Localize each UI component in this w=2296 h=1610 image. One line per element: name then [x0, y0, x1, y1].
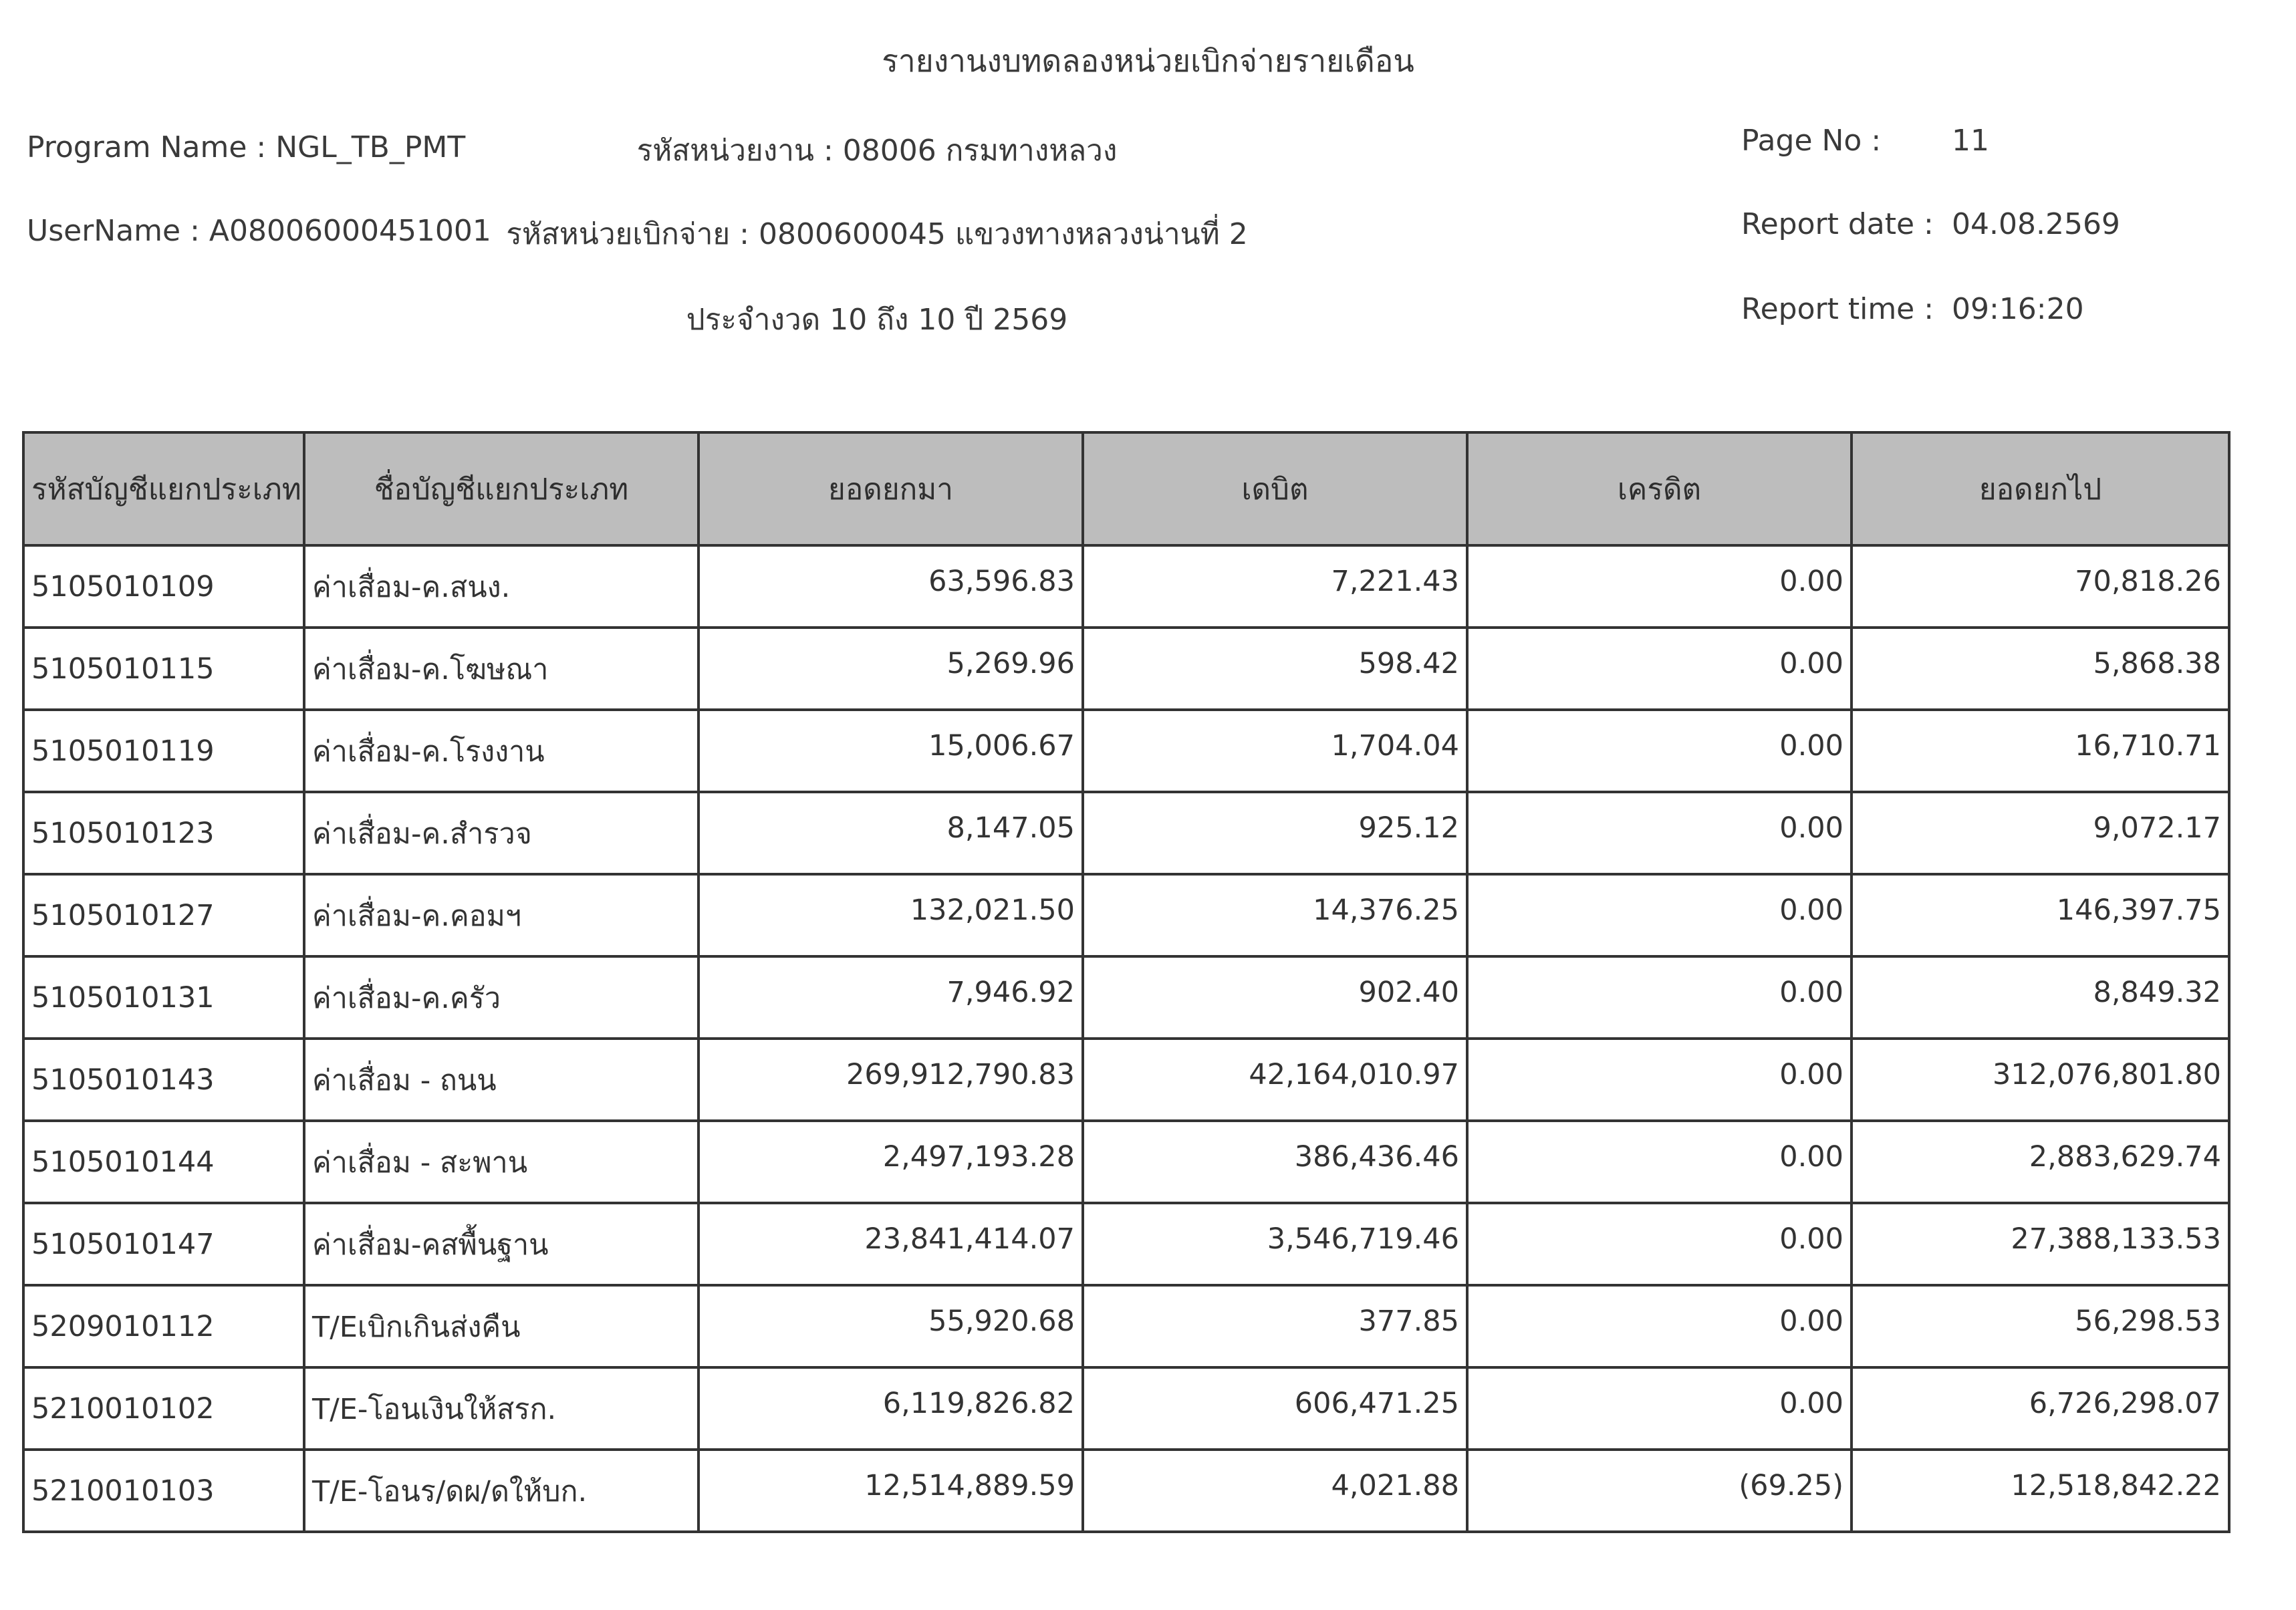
closing-balance: 8,849.32: [1852, 956, 2229, 1039]
account-code: 5105010115: [23, 628, 304, 710]
credit: 0.00: [1467, 1367, 1852, 1450]
account-name: T/Eเบิกเกินส่งคืน: [304, 1285, 698, 1367]
debit: 1,704.04: [1083, 710, 1467, 792]
account-name: T/E-โอนเงินให้สรก.: [304, 1367, 698, 1450]
account-code: 5209010112: [23, 1285, 304, 1367]
opening-balance: 63,596.83: [698, 545, 1083, 628]
account-name: ค่าเสื่อม-ค.สำรวจ: [304, 792, 698, 874]
disbursing-unit: รหัสหน่วยเบิกจ่าย : 0800600045 แขวงทางหลวงน่านที่ 2: [506, 217, 1248, 251]
table-row: [23, 628, 2229, 710]
opening-balance: 2,497,193.28: [698, 1121, 1083, 1203]
header-debit: เดบิต: [1083, 432, 1467, 545]
debit: 42,164,010.97: [1083, 1039, 1467, 1121]
table-row: [23, 874, 2229, 956]
opening-balance: 5,269.96: [698, 628, 1083, 710]
report-date-label: Report date :: [1741, 207, 1934, 241]
credit: (69.25): [1467, 1450, 1852, 1532]
report-time-value: 09:16:20: [1952, 292, 2084, 326]
closing-balance: 9,072.17: [1852, 792, 2229, 874]
opening-balance: 23,841,414.07: [698, 1203, 1083, 1285]
debit: 7,221.43: [1083, 545, 1467, 628]
page-no-label: Page No :: [1741, 124, 1882, 158]
account-name: ค่าเสื่อม - ถนน: [304, 1039, 698, 1121]
closing-balance: 27,388,133.53: [1852, 1203, 2229, 1285]
debit: 3,546,719.46: [1083, 1203, 1467, 1285]
debit: 598.42: [1083, 628, 1467, 710]
table-row: [23, 1367, 2229, 1450]
account-name: ค่าเสื่อม-ค.ครัว: [304, 956, 698, 1039]
closing-balance: 5,868.38: [1852, 628, 2229, 710]
opening-balance: 55,920.68: [698, 1285, 1083, 1367]
debit: 14,376.25: [1083, 874, 1467, 956]
account-name: ค่าเสื่อม-ค.สนง.: [304, 545, 698, 628]
closing-balance: 6,726,298.07: [1852, 1367, 2229, 1450]
account-code: 5105010119: [23, 710, 304, 792]
table-row: [23, 1121, 2229, 1203]
debit: 377.85: [1083, 1285, 1467, 1367]
account-name: ค่าเสื่อม-ค.โฆษณา: [304, 628, 698, 710]
closing-balance: 312,076,801.80: [1852, 1039, 2229, 1121]
closing-balance: 70,818.26: [1852, 545, 2229, 628]
account-code: 5105010123: [23, 792, 304, 874]
debit: 386,436.46: [1083, 1121, 1467, 1203]
closing-balance: 12,518,842.22: [1852, 1450, 2229, 1532]
opening-balance: 12,514,889.59: [698, 1450, 1083, 1532]
program-name: Program Name : NGL_TB_PMT: [27, 130, 466, 164]
header-opening-balance: ยอดยกมา: [698, 432, 1083, 545]
account-code: 5105010143: [23, 1039, 304, 1121]
report-time-label: Report time :: [1741, 292, 1934, 326]
header-closing-balance: ยอดยกไป: [1852, 432, 2229, 545]
debit: 606,471.25: [1083, 1367, 1467, 1450]
credit: 0.00: [1467, 1203, 1852, 1285]
report-date-value: 04.08.2569: [1952, 207, 2120, 241]
closing-balance: 56,298.53: [1852, 1285, 2229, 1367]
closing-balance: 16,710.71: [1852, 710, 2229, 792]
header-account-name: ชื่อบัญชีแยกประเภท: [304, 432, 698, 545]
account-code: 5210010103: [23, 1450, 304, 1532]
closing-balance: 2,883,629.74: [1852, 1121, 2229, 1203]
credit: 0.00: [1467, 956, 1852, 1039]
page-no-value: 11: [1952, 124, 1989, 158]
credit: 0.00: [1467, 1285, 1852, 1367]
period: ประจำงวด 10 ถึง 10 ปี 2569: [686, 303, 1068, 337]
credit: 0.00: [1467, 545, 1852, 628]
credit: 0.00: [1467, 1121, 1852, 1203]
account-code: 5105010147: [23, 1203, 304, 1285]
account-name: T/E-โอนร/ดผ/ดให้บก.: [304, 1450, 698, 1532]
opening-balance: 269,912,790.83: [698, 1039, 1083, 1121]
account-code: 5105010131: [23, 956, 304, 1039]
table-row: [23, 710, 2229, 792]
debit: 4,021.88: [1083, 1450, 1467, 1532]
account-name: ค่าเสื่อม-ค.คอมฯ: [304, 874, 698, 956]
account-code: 5105010127: [23, 874, 304, 956]
account-name: ค่าเสื่อม-คสพื้นฐาน: [304, 1203, 698, 1285]
table-row: [23, 1039, 2229, 1121]
table-row: [23, 545, 2229, 628]
credit: 0.00: [1467, 710, 1852, 792]
account-name: ค่าเสื่อม - สะพาน: [304, 1121, 698, 1203]
table-row: [23, 792, 2229, 874]
credit: 0.00: [1467, 1039, 1852, 1121]
opening-balance: 8,147.05: [698, 792, 1083, 874]
header-account-code: รหัสบัญชีแยกประเภท: [23, 432, 304, 545]
table-row: [23, 1203, 2229, 1285]
opening-balance: 6,119,826.82: [698, 1367, 1083, 1450]
table-row: [23, 1450, 2229, 1532]
opening-balance: 132,021.50: [698, 874, 1083, 956]
user-name: UserName : A08006000451001: [27, 214, 491, 248]
credit: 0.00: [1467, 792, 1852, 874]
debit: 902.40: [1083, 956, 1467, 1039]
closing-balance: 146,397.75: [1852, 874, 2229, 956]
trial-balance-table: [22, 431, 2230, 1533]
table-row: [23, 956, 2229, 1039]
header-credit: เครดิต: [1467, 432, 1852, 545]
account-code: 5105010109: [23, 545, 304, 628]
table-header-row: [23, 432, 2229, 545]
account-code: 5210010102: [23, 1367, 304, 1450]
opening-balance: 7,946.92: [698, 956, 1083, 1039]
opening-balance: 15,006.67: [698, 710, 1083, 792]
credit: 0.00: [1467, 628, 1852, 710]
table-row: [23, 1285, 2229, 1367]
agency-code: รหัสหน่วยงาน : 08006 กรมทางหลวง: [636, 134, 1118, 168]
debit: 925.12: [1083, 792, 1467, 874]
account-name: ค่าเสื่อม-ค.โรงงาน: [304, 710, 698, 792]
report-title: รายงานงบทดลองหน่วยเบิกจ่ายรายเดือน: [882, 43, 1414, 79]
credit: 0.00: [1467, 874, 1852, 956]
account-code: 5105010144: [23, 1121, 304, 1203]
